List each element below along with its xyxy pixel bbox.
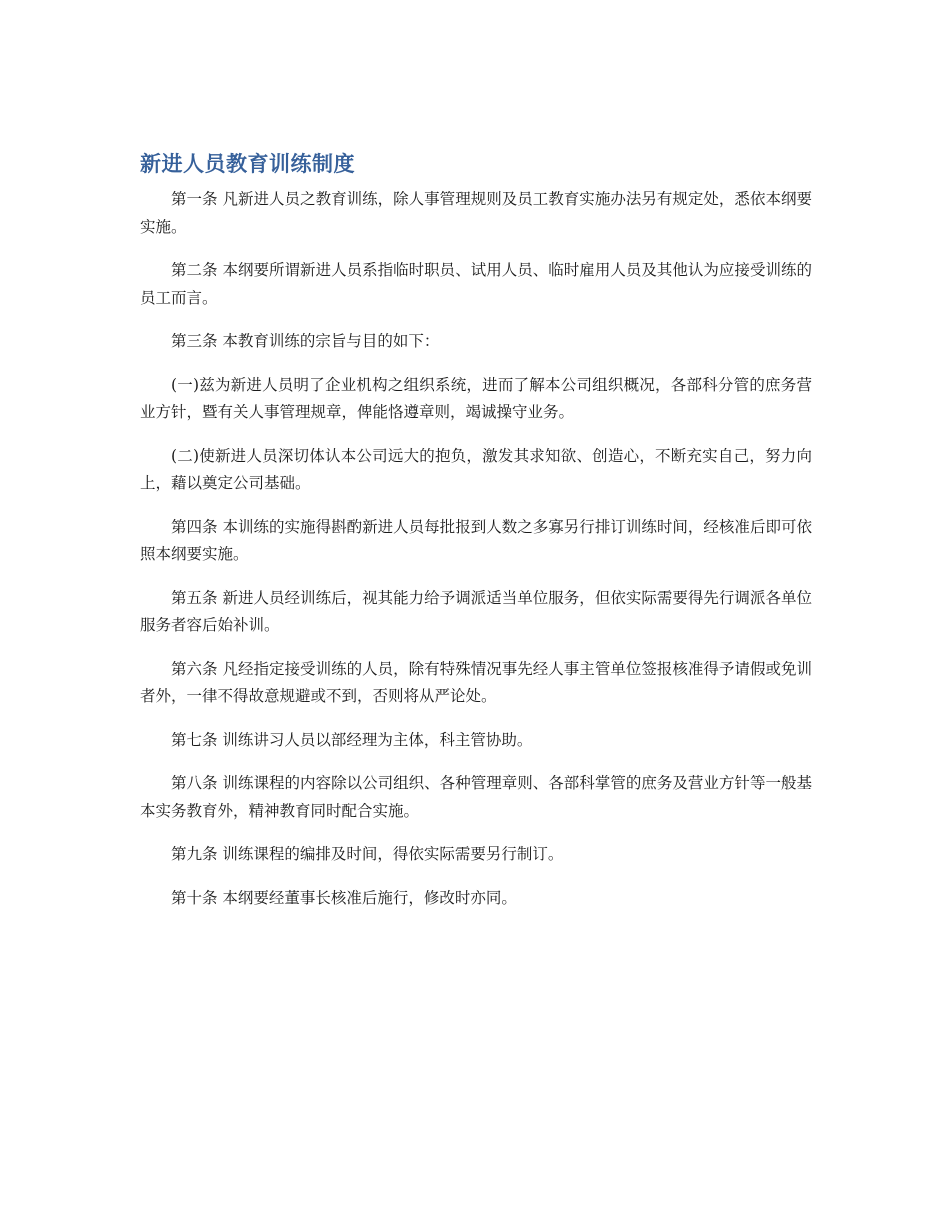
article-9-paragraph: 第九条 训练课程的编排及时间，得依实际需要另行制订。: [171, 845, 564, 863]
document-body: [140, 148, 812, 928]
article-8-paragraph: 第八条 训练课程的内容除以公司组织、各种管理章则、各部科掌管的庶务及营业方针等一般基本实务教育外，精神教育同时配合实施。: [140, 774, 812, 820]
document-title: 新进人员教育训练制度: [140, 152, 355, 176]
article-10-paragraph: 第十条 本纲要经董事长核准后施行，修改时亦同。: [171, 888, 517, 907]
article-4-paragraph: 第四条 本训练的实施得斟酌新进人员每批报到人数之多寡另行排订训练时间，经核准后即可依照本纲要实施。: [140, 517, 812, 563]
article-6-paragraph: 第六条 凡经指定接受训练的人员，除有特殊情况事先经人事主管单位签报核准得予请假或免训者外，一律不得故意规避或不到，否则将从严论处。: [140, 659, 812, 705]
article-5-paragraph: 第五条 新进人员经训练后，视其能力给予调派适当单位服务，但依实际需要得先行调派各单位服务者容后始补训。: [140, 588, 812, 634]
article-3-item-2-paragraph: (二)使新进人员深切体认本公司远大的抱负，激发其求知欲、创造心，不断充实自己，努力向上，藉以奠定公司基础。: [140, 446, 812, 492]
article-3-item-1-paragraph: (一)兹为新进人员明了企业机构之组织系统，进而了解本公司组织概况，各部科分管的庶务营业方针，暨有关人事管理规章，俾能恪遵章则，竭诚操守业务。: [140, 375, 812, 421]
article-1-paragraph: 第一条 凡新进人员之教育训练，除人事管理规则及员工教育实施办法另有规定处，悉依本纲要实施。: [140, 190, 812, 236]
article-2-paragraph: 第二条 本纲要所谓新进人员系指临时职员、试用人员、临时雇用人员及其他认为应接受训练的员工而言。: [140, 261, 812, 307]
article-7-paragraph: 第七条 训练讲习人员以部经理为主体，科主管协助。: [171, 730, 533, 749]
article-3-paragraph: 第三条 本教育训练的宗旨与目的如下：: [171, 332, 440, 350]
